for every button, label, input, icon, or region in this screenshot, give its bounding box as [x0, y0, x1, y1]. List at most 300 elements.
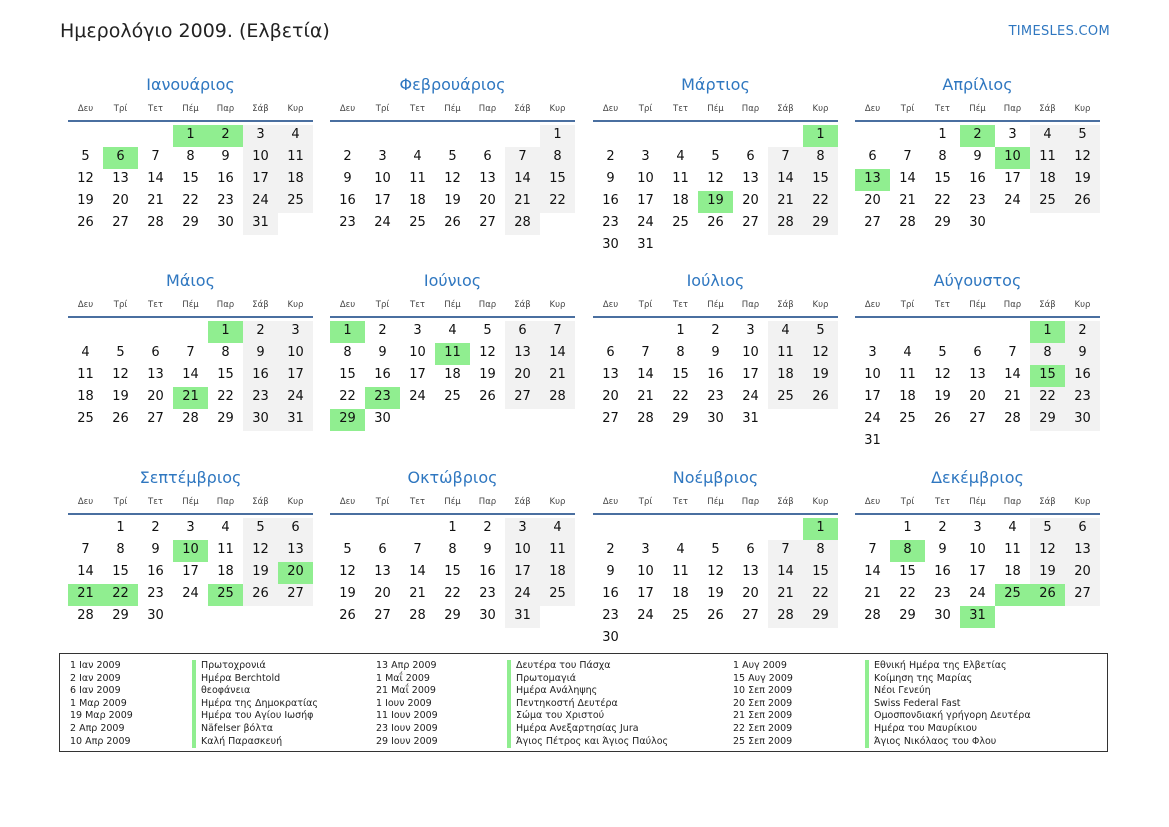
day-cell: 8 — [803, 540, 838, 562]
weekday-header — [855, 300, 1100, 313]
day-cell: 26 — [77, 215, 94, 230]
empty-cell — [698, 125, 733, 147]
day-cell: 29 — [217, 411, 234, 426]
day-cell: 18 — [217, 564, 234, 579]
day-cell: 24 — [409, 389, 426, 404]
weekday-label: Δευ — [339, 300, 356, 310]
legend-date: 15 Αυγ 2009 — [733, 672, 793, 684]
day-cell: 10 — [278, 343, 313, 365]
weekday-label: Πέμ — [969, 300, 986, 310]
legend-holiday-name: Σώμα του Χριστού — [507, 710, 668, 723]
legend-holiday-name: Εθνική Ημέρα της Ελβετίας — [865, 660, 1031, 673]
day-cell: 24 — [637, 608, 654, 623]
day-cell: 20 — [479, 193, 496, 208]
weekday-label: Τρί — [113, 497, 128, 507]
day-cell: 16 — [602, 586, 619, 601]
legend-holiday-name: Näfelser βόλτα — [192, 723, 318, 736]
day-cell: 4 — [768, 321, 803, 343]
weekday-label: Κυρ — [549, 104, 566, 114]
day-cell: 1 — [448, 520, 457, 535]
day-cell: 7 — [768, 147, 803, 169]
day-grid — [855, 125, 1100, 235]
day-cell: 13 — [112, 171, 129, 186]
holiday-day-cell: 6 — [103, 147, 138, 169]
day-cell: 6 — [606, 345, 615, 360]
day-grid — [330, 321, 575, 431]
header-rule — [855, 513, 1100, 515]
day-cell: 21 — [505, 191, 540, 213]
day-cell: 25 — [77, 411, 94, 426]
day-cell: 13 — [505, 343, 540, 365]
day-cell: 26 — [479, 389, 496, 404]
weekday-label: Πέμ — [182, 104, 199, 114]
day-cell: 29 — [934, 215, 951, 230]
day-cell: 8 — [116, 542, 125, 557]
weekday-label: Πέμ — [969, 104, 986, 114]
legend-date: 21 Μαΐ 2009 — [376, 685, 436, 697]
weekday-header — [68, 300, 313, 313]
day-cell: 14 — [768, 169, 803, 191]
empty-cell — [663, 518, 698, 540]
header-rule — [68, 316, 313, 318]
day-cell: 9 — [606, 564, 615, 579]
day-cell: 3 — [378, 149, 387, 164]
day-cell: 15 — [803, 562, 838, 584]
day-cell: 14 — [505, 169, 540, 191]
day-cell: 21 — [768, 584, 803, 606]
day-cell: 29 — [444, 608, 461, 623]
weekday-label: Τετ — [148, 104, 163, 114]
day-cell: 25 — [768, 387, 803, 409]
day-cell: 3 — [641, 149, 650, 164]
legend-holiday-name: Πρωτομαγιά — [507, 673, 668, 686]
day-cell: 20 — [505, 365, 540, 387]
day-cell: 17 — [182, 564, 199, 579]
day-cell: 24 — [243, 191, 278, 213]
day-cell: 30 — [602, 630, 619, 645]
day-cell: 29 — [803, 606, 838, 628]
day-cell: 18 — [77, 389, 94, 404]
weekday-label: Σάβ — [252, 497, 269, 507]
day-cell: 15 — [182, 171, 199, 186]
day-cell: 4 — [1030, 125, 1065, 147]
day-cell: 28 — [1004, 411, 1021, 426]
day-cell: 28 — [540, 387, 575, 409]
weekday-label: Τρί — [900, 300, 915, 310]
day-cell: 26 — [339, 608, 356, 623]
legend-holiday-name: Ημέρα του Αγίου Ιωσήφ — [192, 710, 318, 723]
weekday-header — [330, 104, 575, 117]
day-cell: 15 — [672, 367, 689, 382]
weekday-label: Πέμ — [182, 300, 199, 310]
day-cell: 8 — [803, 147, 838, 169]
weekday-label: Κυρ — [812, 300, 829, 310]
empty-cell — [628, 321, 663, 343]
weekday-label: Κυρ — [549, 300, 566, 310]
day-cell: 14 — [182, 367, 199, 382]
day-cell: 17 — [409, 367, 426, 382]
month-name: Οκτώβριος — [407, 468, 498, 487]
empty-cell — [68, 518, 103, 540]
empty-cell — [628, 125, 663, 147]
day-cell: 3 — [641, 542, 650, 557]
day-cell: 10 — [864, 367, 881, 382]
day-cell: 28 — [505, 213, 540, 235]
day-cell: 2 — [378, 323, 387, 338]
weekday-label: Δευ — [864, 104, 881, 114]
legend-date: 25 Σεπ 2009 — [733, 735, 793, 747]
day-cell: 20 — [602, 389, 619, 404]
month-name: Αύγουστος — [933, 271, 1022, 290]
day-cell: 31 — [864, 433, 881, 448]
day-cell: 19 — [77, 193, 94, 208]
day-cell: 7 — [151, 149, 160, 164]
holiday-day-cell: 20 — [278, 562, 313, 584]
day-cell: 4 — [221, 520, 230, 535]
day-cell: 23 — [243, 387, 278, 409]
day-cell: 2 — [711, 323, 720, 338]
holiday-day-cell: 19 — [698, 191, 733, 213]
day-cell: 18 — [444, 367, 461, 382]
day-cell: 17 — [278, 365, 313, 387]
legend-holiday-name: Swiss Federal Fast — [865, 698, 1031, 711]
empty-cell — [103, 321, 138, 343]
day-cell: 28 — [899, 215, 916, 230]
day-cell: 21 — [864, 586, 881, 601]
day-cell: 3 — [278, 321, 313, 343]
legend-holiday-name: Ημέρα Ανάληψης — [507, 685, 668, 698]
day-cell: 28 — [637, 411, 654, 426]
day-cell: 28 — [409, 608, 426, 623]
legend-names-column — [865, 660, 1031, 748]
legend-holiday-name: Άγιος Νικόλαος του Φλου — [865, 736, 1031, 749]
day-cell: 15 — [803, 169, 838, 191]
empty-cell — [138, 321, 173, 343]
day-cell: 7 — [768, 540, 803, 562]
day-cell: 7 — [868, 542, 877, 557]
day-cell: 9 — [221, 149, 230, 164]
day-cell: 9 — [606, 171, 615, 186]
day-cell: 23 — [1065, 387, 1100, 409]
day-cell: 22 — [803, 191, 838, 213]
day-cell: 14 — [1004, 367, 1021, 382]
day-cell: 16 — [707, 367, 724, 382]
weekday-label: Τετ — [935, 300, 950, 310]
day-cell: 27 — [112, 215, 129, 230]
day-cell: 26 — [112, 411, 129, 426]
day-cell: 18 — [899, 389, 916, 404]
day-cell: 23 — [969, 193, 986, 208]
day-cell: 30 — [934, 608, 951, 623]
day-cell: 8 — [540, 147, 575, 169]
header-rule — [593, 316, 838, 318]
day-cell: 19 — [112, 389, 129, 404]
day-cell: 15 — [444, 564, 461, 579]
weekday-label: Παρ — [741, 300, 760, 310]
day-cell: 26 — [707, 215, 724, 230]
day-cell: 23 — [934, 586, 951, 601]
weekday-label: Τρί — [113, 300, 128, 310]
day-cell: 22 — [934, 193, 951, 208]
day-cell: 29 — [803, 213, 838, 235]
weekday-label: Πέμ — [707, 300, 724, 310]
month-block — [68, 75, 313, 235]
day-cell: 5 — [483, 323, 492, 338]
day-cell: 14 — [864, 564, 881, 579]
month-block — [68, 468, 313, 628]
weekday-label: Τετ — [410, 104, 425, 114]
day-cell: 20 — [374, 586, 391, 601]
day-cell: 12 — [479, 345, 496, 360]
day-cell: 9 — [973, 149, 982, 164]
month-name: Σεπτέμβριος — [139, 468, 242, 487]
day-cell: 13 — [969, 367, 986, 382]
holiday-day-cell: 2 — [960, 125, 995, 147]
day-cell: 9 — [343, 171, 352, 186]
empty-cell — [593, 125, 628, 147]
weekday-label: Σάβ — [777, 104, 794, 114]
day-cell: 29 — [672, 411, 689, 426]
day-cell: 24 — [182, 586, 199, 601]
day-cell: 9 — [378, 345, 387, 360]
day-cell: 14 — [768, 562, 803, 584]
day-cell: 23 — [339, 215, 356, 230]
day-cell: 27 — [147, 411, 164, 426]
weekday-header — [330, 497, 575, 510]
day-cell: 2 — [606, 149, 615, 164]
holiday-day-cell: 10 — [995, 147, 1030, 169]
day-grid — [68, 321, 313, 431]
day-cell: 11 — [899, 367, 916, 382]
month-block — [68, 271, 313, 431]
month-block — [855, 271, 1100, 453]
day-cell: 4 — [81, 345, 90, 360]
day-cell: 30 — [243, 409, 278, 431]
day-cell: 5 — [243, 518, 278, 540]
weekday-label: Τετ — [673, 300, 688, 310]
weekday-label: Κυρ — [1074, 104, 1091, 114]
day-cell: 12 — [1065, 147, 1100, 169]
legend-date: 1 Ιουν 2009 — [376, 697, 432, 709]
day-cell: 5 — [711, 542, 720, 557]
weekday-label: Τρί — [638, 104, 653, 114]
day-cell: 5 — [81, 149, 90, 164]
day-cell: 16 — [339, 193, 356, 208]
weekday-header — [68, 497, 313, 510]
weekday-label: Σάβ — [777, 300, 794, 310]
month-block — [330, 75, 575, 235]
legend-holiday-name: Άγιος Πέτρος και Άγιος Παύλος — [507, 736, 668, 749]
day-cell: 27 — [374, 608, 391, 623]
day-cell: 1 — [938, 127, 947, 142]
weekday-label: Δευ — [339, 104, 356, 114]
weekday-header — [593, 104, 838, 117]
day-cell: 2 — [483, 520, 492, 535]
day-cell: 25 — [540, 584, 575, 606]
day-cell: 8 — [186, 149, 195, 164]
day-grid — [855, 321, 1100, 453]
empty-cell — [628, 518, 663, 540]
day-cell: 2 — [343, 149, 352, 164]
weekday-label: Παρ — [1003, 104, 1022, 114]
weekday-label: Δευ — [77, 104, 94, 114]
day-cell: 2 — [1065, 321, 1100, 343]
day-cell: 26 — [934, 411, 951, 426]
empty-cell — [330, 518, 365, 540]
day-cell: 10 — [243, 147, 278, 169]
holiday-day-cell: 1 — [208, 321, 243, 343]
day-cell: 7 — [1008, 345, 1017, 360]
day-cell: 5 — [1065, 125, 1100, 147]
weekday-label: Σάβ — [514, 300, 531, 310]
day-cell: 18 — [409, 193, 426, 208]
holiday-day-cell: 13 — [855, 169, 890, 191]
day-cell: 27 — [602, 411, 619, 426]
holiday-day-cell: 1 — [1030, 321, 1065, 343]
empty-cell — [768, 125, 803, 147]
day-cell: 22 — [182, 193, 199, 208]
day-cell: 17 — [864, 389, 881, 404]
day-cell: 14 — [409, 564, 426, 579]
empty-cell — [890, 125, 925, 147]
holiday-day-cell: 31 — [960, 606, 995, 628]
day-cell: 25 — [278, 191, 313, 213]
day-cell: 7 — [81, 542, 90, 557]
day-cell: 12 — [707, 564, 724, 579]
day-cell: 10 — [637, 171, 654, 186]
weekday-label: Σάβ — [1039, 300, 1056, 310]
legend-holiday-name: Πεντηκοστή Δευτέρα — [507, 698, 668, 711]
day-grid — [593, 518, 838, 650]
day-grid — [330, 125, 575, 235]
weekday-label: Τετ — [410, 497, 425, 507]
day-cell: 5 — [1030, 518, 1065, 540]
legend-dates-column — [70, 660, 133, 748]
day-grid — [330, 518, 575, 628]
holiday-day-cell: 10 — [173, 540, 208, 562]
weekday-label: Παρ — [216, 497, 235, 507]
weekday-label: Τετ — [935, 497, 950, 507]
day-cell: 4 — [540, 518, 575, 540]
day-cell: 9 — [1065, 343, 1100, 365]
day-cell: 6 — [868, 149, 877, 164]
day-cell: 8 — [938, 149, 947, 164]
weekday-label: Κυρ — [287, 104, 304, 114]
header-rule — [68, 513, 313, 515]
day-cell: 24 — [374, 215, 391, 230]
holiday-day-cell: 29 — [330, 409, 365, 431]
legend-date: 6 Ιαν 2009 — [70, 685, 121, 697]
month-name: Φεβρουάριος — [399, 75, 506, 94]
weekday-header — [593, 300, 838, 313]
holiday-day-cell: 1 — [173, 125, 208, 147]
weekday-header — [855, 104, 1100, 117]
day-cell: 6 — [151, 345, 160, 360]
day-cell: 17 — [742, 367, 759, 382]
day-cell: 21 — [899, 193, 916, 208]
day-grid — [593, 125, 838, 257]
day-cell: 31 — [637, 237, 654, 252]
day-cell: 24 — [1004, 193, 1021, 208]
day-cell: 7 — [505, 147, 540, 169]
weekday-label: Κυρ — [1074, 300, 1091, 310]
weekday-label: Σάβ — [514, 497, 531, 507]
day-cell: 1 — [903, 520, 912, 535]
day-cell: 23 — [707, 389, 724, 404]
day-cell: 11 — [278, 147, 313, 169]
weekday-label: Τρί — [375, 497, 390, 507]
day-cell: 16 — [969, 171, 986, 186]
day-grid — [68, 518, 313, 628]
day-cell: 16 — [934, 564, 951, 579]
day-cell: 10 — [742, 345, 759, 360]
legend-date: 2 Απρ 2009 — [70, 722, 125, 734]
day-cell: 3 — [505, 518, 540, 540]
day-cell: 28 — [182, 411, 199, 426]
empty-cell — [138, 125, 173, 147]
day-cell: 12 — [339, 564, 356, 579]
day-cell: 11 — [768, 343, 803, 365]
day-cell: 19 — [1030, 562, 1065, 584]
day-cell: 27 — [278, 584, 313, 606]
day-cell: 7 — [641, 345, 650, 360]
legend-dates-column — [733, 660, 793, 748]
day-cell: 21 — [409, 586, 426, 601]
day-cell: 10 — [409, 345, 426, 360]
day-cell: 31 — [742, 411, 759, 426]
weekday-label: Τρί — [900, 497, 915, 507]
day-cell: 24 — [278, 387, 313, 409]
weekday-label: Σάβ — [252, 104, 269, 114]
day-cell: 25 — [409, 215, 426, 230]
header-rule — [330, 513, 575, 515]
weekday-label: Πέμ — [707, 497, 724, 507]
day-cell: 6 — [973, 345, 982, 360]
day-cell: 21 — [540, 365, 575, 387]
day-cell: 12 — [803, 343, 838, 365]
day-cell: 4 — [676, 149, 685, 164]
day-cell: 8 — [676, 345, 685, 360]
month-name: Απρίλιος — [942, 75, 1013, 94]
day-cell: 21 — [1004, 389, 1021, 404]
brand-link[interactable]: TIMESLES.COM — [1008, 24, 1110, 39]
day-cell: 3 — [186, 520, 195, 535]
weekday-label: Κυρ — [812, 104, 829, 114]
empty-cell — [768, 518, 803, 540]
weekday-label: Τετ — [148, 497, 163, 507]
header-rule — [330, 120, 575, 122]
day-cell: 26 — [243, 584, 278, 606]
weekday-label: Τετ — [673, 497, 688, 507]
day-cell: 5 — [343, 542, 352, 557]
day-cell: 6 — [278, 518, 313, 540]
month-name: Ιανουάριος — [146, 75, 235, 94]
weekday-label: Δευ — [602, 300, 619, 310]
day-cell: 18 — [1030, 169, 1065, 191]
weekday-label: Παρ — [216, 300, 235, 310]
day-cell: 28 — [768, 606, 803, 628]
legend-date: 13 Απρ 2009 — [376, 660, 437, 671]
day-cell: 20 — [147, 389, 164, 404]
empty-cell — [960, 321, 995, 343]
day-cell: 8 — [448, 542, 457, 557]
empty-cell — [400, 518, 435, 540]
day-cell: 14 — [540, 343, 575, 365]
day-cell: 11 — [217, 542, 234, 557]
day-cell: 4 — [903, 345, 912, 360]
weekday-label: Τετ — [673, 104, 688, 114]
weekday-label: Κυρ — [549, 497, 566, 507]
